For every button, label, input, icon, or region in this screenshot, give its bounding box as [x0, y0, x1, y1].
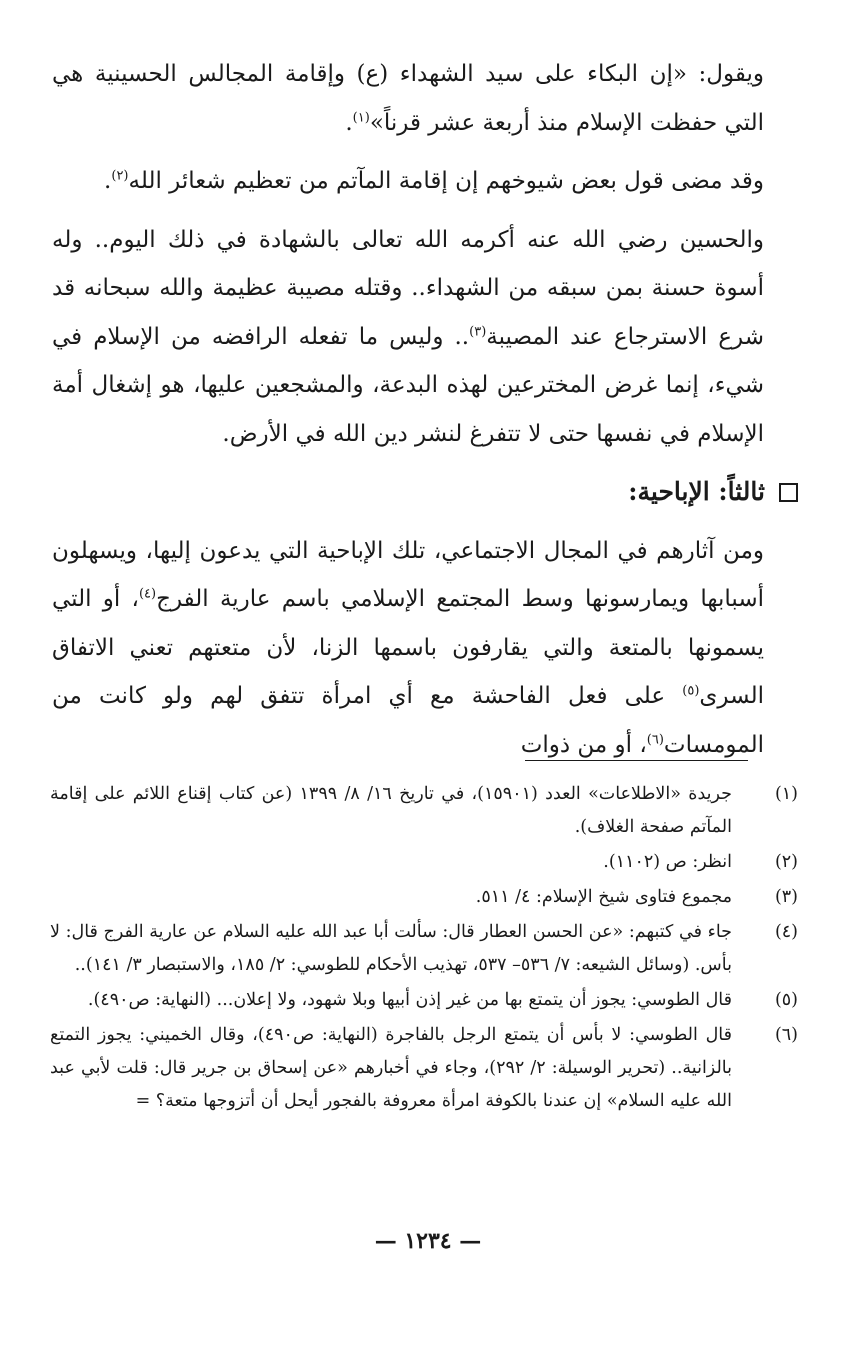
paragraph-3-text-a: والحسين رضي الله عنه أكرمه الله تعالى بالشهادة في ذلك اليوم.. وله أسوة حسنة بمن سبقه من الشهداء.. وقتله مصيبة عظيمة والله سبحانه قد شرع الاسترجاع عند المصيبة — [52, 226, 764, 350]
footnote-ref-3: (٣) — [469, 323, 487, 339]
main-text — [52, 50, 804, 769]
footnote-text: قال الطوسي: يجوز أن يتمتع بها من غير إذن أبيها وبلا شهود، ولا إعلان... (النهاية: ص٤٩٠). — [87, 990, 732, 1010]
paragraph-3 — [52, 216, 804, 459]
footnote-6 — [50, 1019, 798, 1118]
footnote-number: (٢) — [774, 852, 798, 872]
paragraph-4-text-a: ومن آثارهم في المجال الاجتماعي، تلك الإباحية التي يدعون إليها، ويسهلون أسبابها ويمارسونها وسط المجتمع الإسلامي باسم عارية الفرج — [52, 537, 765, 612]
section-heading-text: ثالثاً: الإباحية: — [628, 477, 765, 506]
footnote-1 — [50, 778, 798, 844]
footnote-5 — [50, 984, 798, 1017]
footnote-3 — [50, 881, 798, 914]
paragraph-3-text-b: .. وليس ما تفعله الرافضه من الإسلام في شيء، إنما غرض المخترعين لهذه البدعة، والمشجعين عليها، هو إشغال أمة الإسلام في نفسها حتى لا تتفرغ لنشر دين الله في الأرض. — [52, 323, 764, 447]
paragraph-4-text-c: على فعل الفاحشة مع أي امرأة تتفق لهم ولو كانت من المومسات — [52, 683, 764, 758]
footnote-ref-5: (٥) — [682, 683, 700, 699]
footnote-text: جريدة «الاطلاعات» العدد (١٥٩٠١)، في تاريخ ١٦/ ٨/ ١٣٩٩ (عن كتاب إقناع اللائم على إقامة المآتم صفحة الغلاف). — [50, 784, 732, 837]
footnote-2 — [50, 846, 798, 879]
paragraph-2 — [52, 157, 804, 206]
footnote-ref-2: (٢) — [111, 168, 129, 184]
footnote-ref-4: (٤) — [138, 586, 157, 602]
page-number: — ١٢٣٤ — — [374, 1228, 482, 1254]
footnote-text: مجموع فتاوى شيخ الإسلام: ٤/ ٥١١. — [475, 887, 732, 907]
footnote-number: (٤) — [774, 922, 798, 942]
footnote-number: (٥) — [774, 990, 798, 1010]
paragraph-4-text-b: ، أو التي يسمونها بالمتعة والتي يقارفون باسمها الزنا، لأن متعتهم تعني الاتفاق السرى — [52, 586, 764, 709]
paragraph-2-text: وقد مضى قول بعض شيوخهم إن إقامة المآتم من تعظيم شعائر الله — [128, 168, 764, 194]
footnote-4 — [50, 916, 798, 982]
paragraph-1-end: . — [345, 109, 353, 136]
footnote-ref-1: (١) — [352, 109, 370, 125]
section-heading — [52, 468, 804, 517]
footnote-text: قال الطوسي: لا بأس أن يتمتع الرجل بالفاجرة (النهاية: ص٤٩٠)، وقال الخميني: يجوز التمتع بالزانية.. (تحرير الوسيلة: ٢/ ٢٩٢)، وجاء في أخبارهم «عن إسحاق بن جرير قال: قلت لأبي عبد الله عليه السلام» إن عندنا بالكوفة امرأة معروفة بالفجور أيحل أن أتزوجها متعة؟ = — [50, 1025, 733, 1111]
footnote-number: (١) — [774, 784, 798, 804]
square-bullet-icon — [779, 483, 798, 502]
footnote-number: (٦) — [774, 1025, 798, 1045]
paragraph-1-text: ويقول: «إن البكاء على سيد الشهداء (ع) وإقامة المجالس الحسينية هي التي حفظت الإسلام منذ أربعة عشر قرناً» — [52, 61, 764, 136]
footnote-separator — [525, 760, 748, 761]
footnote-text: انظر: ص (١١٠٢). — [603, 852, 732, 872]
paragraph-1 — [52, 50, 804, 147]
paragraph-4 — [52, 527, 804, 770]
paragraph-4-text-d: ، أو من ذوات — [520, 731, 647, 758]
footnote-ref-6: (٦) — [646, 731, 664, 747]
footnotes — [50, 778, 798, 1120]
footnote-text: جاء في كتبهم: «عن الحسن العطار قال: سألت أبا عبد الله عليه السلام عن عارية الفرج قال: لا بأس. (وسائل الشيعه: ٧/ ٥٣٦– ٥٣٧، تهذيب الأحكام للطوسي: ٢/ ١٨٥، والاستبصار ٣/ ١٤١).. — [50, 922, 732, 975]
paragraph-2-end: . — [104, 168, 112, 194]
footnote-number: (٣) — [774, 887, 798, 907]
